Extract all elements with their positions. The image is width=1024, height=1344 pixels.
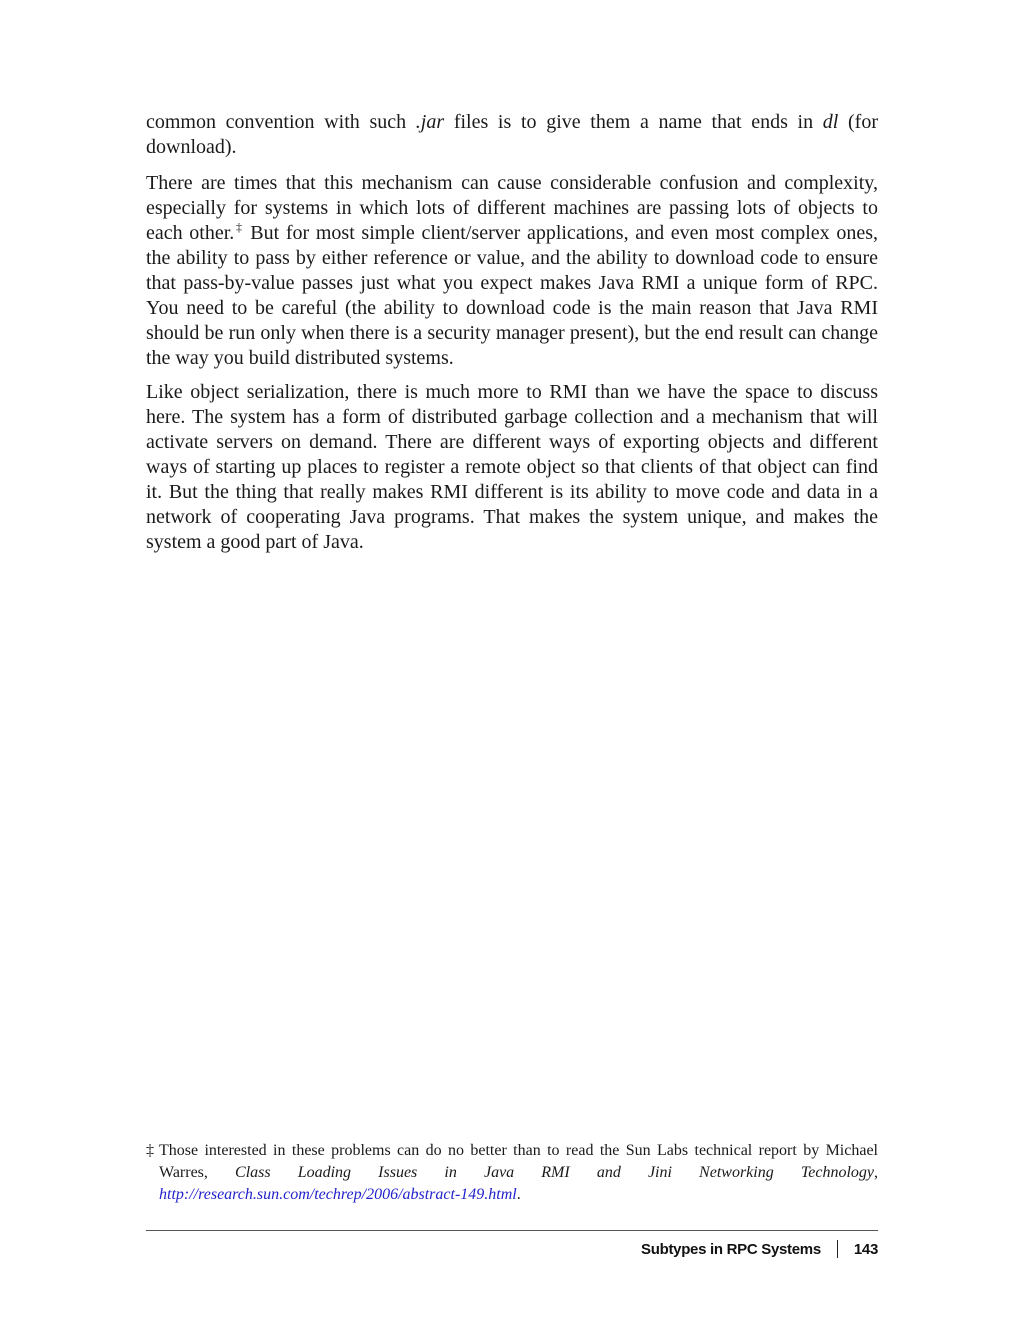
page-number: 143: [853, 1240, 878, 1258]
p3-text: Like object serialization, there is much more to RMI than we have the space to discuss here. The system has a form of distributed garbage collection and a mechanism that will activate servers on demand. There are different ways of exporting objects and different ways of starting up places to register a remote object so that clients of that object can find it. But the thing that really makes RMI different is its ability to move code and data in a network of cooperating Java programs. That makes the system unique, and makes the system a good part of Java.: [146, 381, 878, 553]
running-footer: [641, 1240, 878, 1258]
footnote-body: [159, 1140, 878, 1206]
footnote-url-link[interactable]: http://research.sun.com/techrep/2006/abstract-149.html: [159, 1186, 517, 1203]
p2-text-after: But for most simple client/server applications, and even most complex ones, the ability to pass by either reference or value, and the ability to download code to ensure that pass-by-value passes just what you expect makes Java RMI a unique form of RPC. You need to be careful (the ability to download code is the main reason that Java RMI should be run only when there is a security manager present), but the end result can change the way you build distributed systems.: [146, 222, 878, 369]
footnote: [146, 1140, 878, 1206]
footer-section-title: Subtypes in RPC Systems: [641, 1240, 821, 1258]
p1-text-after: (for download).: [146, 111, 878, 158]
p1-text-mid: files is to give them a name that ends in: [444, 111, 823, 133]
paragraph-2: [146, 171, 878, 371]
footnote-text: Those interested in these problems can do no better than to read the Sun Labs technical report by Michael Warres,: [159, 1142, 878, 1181]
footnote-mark: ‡: [146, 1142, 154, 1159]
footer-divider: [146, 1230, 878, 1231]
p1-dl-term: dl: [822, 111, 839, 133]
p1-jar-term: .jar: [415, 111, 445, 133]
footnote-comma: ,: [874, 1164, 879, 1181]
footnote-period: .: [516, 1186, 521, 1203]
footnote-reference-mark[interactable]: ‡: [234, 220, 244, 234]
footnote-report-title: Class Loading Issues in Java RMI and Jini Networking Technology: [235, 1164, 875, 1181]
paragraph-1: [146, 110, 878, 160]
paragraph-3: [146, 380, 878, 555]
footer-separator: [837, 1240, 838, 1258]
p2-text-before: There are times that this mechanism can cause considerable confusion and complexity, especially for systems in which lots of different machines are passing lots of objects to each other.: [146, 172, 878, 244]
p1-text-before: common convention with such: [146, 111, 416, 133]
